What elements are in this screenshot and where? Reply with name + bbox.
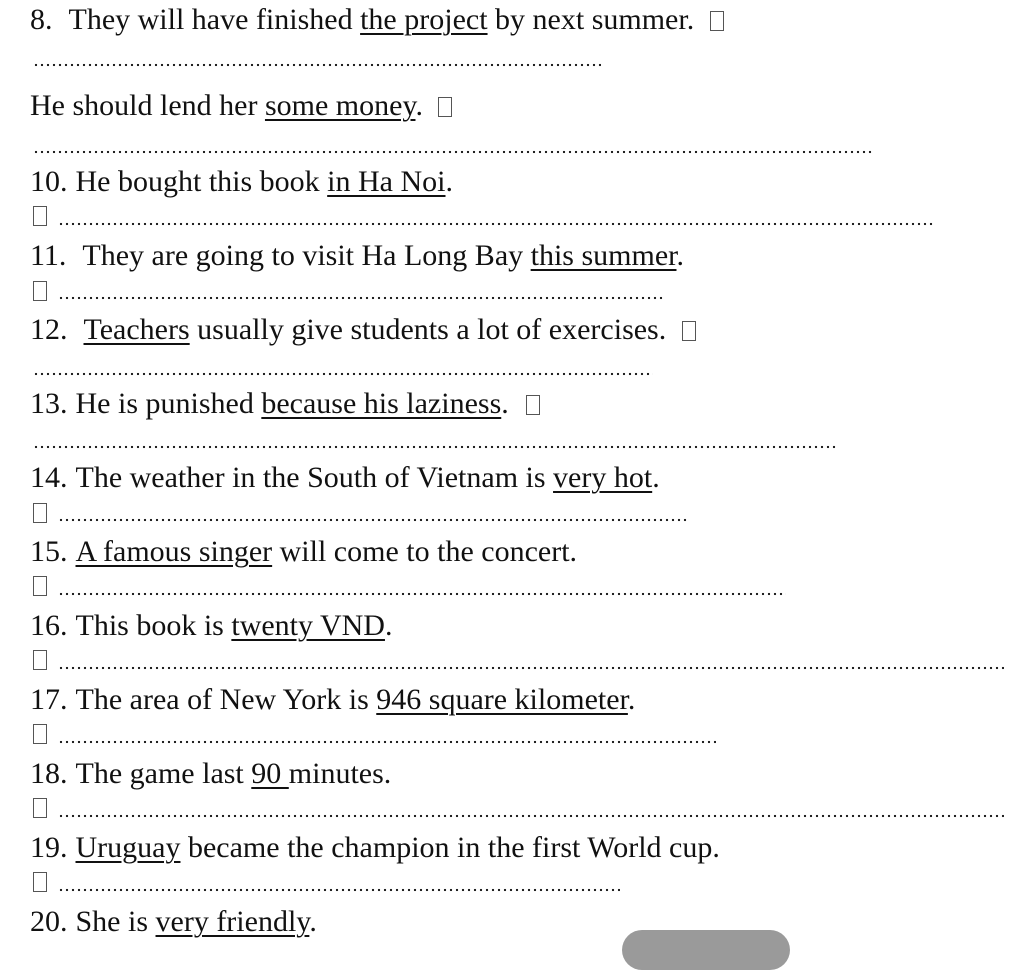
checkbox-icon — [710, 11, 724, 31]
answer-line — [58, 740, 716, 744]
checkbox-icon — [33, 281, 47, 301]
scroll-indicator[interactable] — [622, 930, 790, 970]
checkbox-icon — [33, 576, 47, 596]
answer-line — [58, 814, 1004, 818]
question-text-end: minutes. — [288, 757, 392, 790]
underlined-part: because his laziness — [261, 387, 502, 420]
question-text-end: . — [676, 239, 684, 272]
answer-line — [58, 518, 688, 522]
checkbox-icon — [33, 872, 47, 892]
answer-line — [58, 592, 786, 596]
question-18 — [30, 756, 391, 792]
question-text: The weather in the South of Vietnam is — [75, 461, 554, 494]
underlined-part: very hot — [553, 461, 653, 494]
question-text-end: . — [415, 89, 423, 122]
question-19 — [30, 830, 720, 866]
question-number: 13. — [30, 387, 68, 420]
question-8 — [30, 2, 724, 38]
answer-line — [33, 445, 837, 449]
answer-line — [33, 372, 653, 376]
answer-line — [58, 888, 620, 892]
question-text-end: will come to the concert. — [272, 535, 578, 568]
question-text: The game last — [75, 757, 252, 790]
answer-line — [58, 666, 1004, 670]
question-12 — [30, 312, 696, 348]
question-text-end: . — [384, 609, 393, 642]
question-number: 20. — [30, 905, 68, 938]
question-20 — [30, 904, 317, 940]
answer-line — [33, 63, 601, 67]
question-number: 17. — [30, 683, 68, 716]
question-text-end: . — [501, 387, 509, 420]
question-text-end: usually give students a lot of exercises. — [189, 313, 667, 346]
question-11 — [30, 238, 684, 274]
question-text-end: . — [652, 461, 660, 494]
checkbox-icon — [526, 395, 540, 415]
checkbox-icon — [33, 650, 47, 670]
question-text: They are going to visit Ha Long Bay — [82, 239, 531, 272]
question-10 — [30, 164, 453, 200]
question-number: 14. — [30, 461, 68, 494]
question-text: This book is — [75, 609, 232, 642]
question-text-end: . — [445, 165, 453, 198]
underlined-part: A famous singer — [75, 535, 273, 568]
question-number: 15. — [30, 535, 68, 568]
question-text: He is punished — [75, 387, 262, 420]
checkbox-icon — [33, 798, 47, 818]
question-13 — [30, 386, 540, 422]
checkbox-icon — [33, 724, 47, 744]
question-text: He should lend her — [30, 89, 265, 122]
underlined-part: 946 square kilometer — [376, 683, 628, 716]
question-text: They will have finished — [68, 3, 361, 36]
answer-line — [58, 222, 934, 226]
question-text: The area of New York is — [75, 683, 377, 716]
question-text: She is — [75, 905, 156, 938]
underlined-part: 90 — [251, 757, 289, 790]
underlined-part: some money — [264, 89, 416, 122]
underlined-part: Uruguay — [75, 831, 181, 864]
question-17 — [30, 682, 635, 718]
question-number: 16. — [30, 609, 68, 642]
underlined-part: very friendly — [155, 905, 310, 938]
question-16 — [30, 608, 392, 644]
question-number: 11. — [30, 239, 67, 272]
checkbox-icon — [682, 321, 696, 341]
question-14 — [30, 460, 660, 496]
checkbox-icon — [33, 206, 47, 226]
checkbox-icon — [33, 503, 47, 523]
question-9 — [30, 88, 452, 124]
checkbox-icon — [438, 97, 452, 117]
answer-line — [58, 296, 664, 300]
underlined-part: in Ha Noi — [327, 165, 446, 198]
underlined-part: Teachers — [83, 313, 190, 346]
question-text-end: . — [627, 683, 636, 716]
question-15 — [30, 534, 577, 570]
underlined-part: the project — [360, 3, 488, 36]
question-number: 8. — [30, 3, 53, 36]
underlined-part: twenty VND — [231, 609, 385, 642]
underlined-part: this summer — [530, 239, 677, 272]
question-number: 10. — [30, 165, 68, 198]
answer-line — [33, 150, 873, 154]
question-number: 19. — [30, 831, 68, 864]
question-text-end: became the champion in the first World cup. — [180, 831, 720, 864]
question-number: 18. — [30, 757, 68, 790]
question-text: He bought this book — [75, 165, 328, 198]
question-text-end: by next summer. — [487, 3, 695, 36]
question-text-end: . — [309, 905, 317, 938]
question-number: 12. — [30, 313, 68, 346]
